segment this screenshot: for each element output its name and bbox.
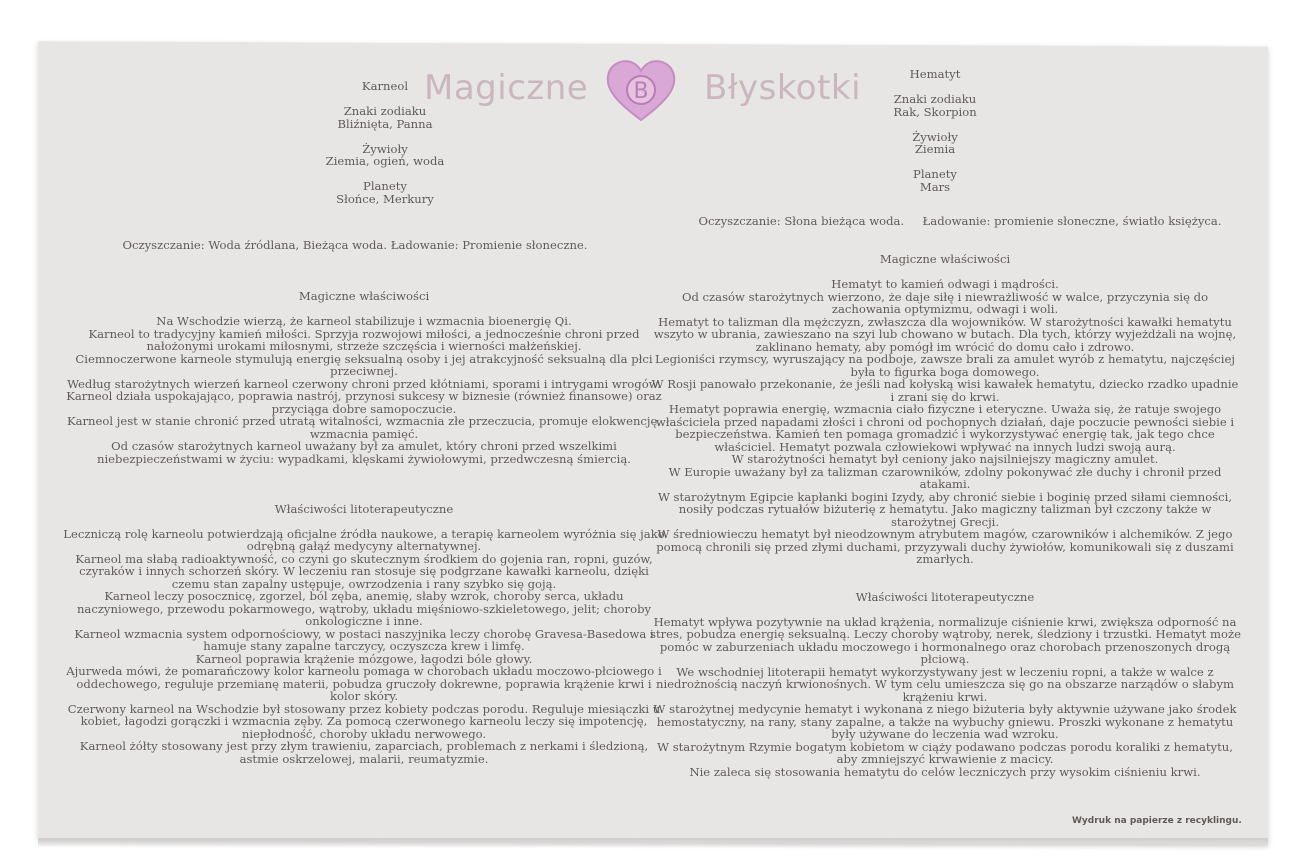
left-litho-paragraphs	[48, 528, 680, 766]
text-line: Karneol leczy posocznicę, zgorzel, ból zęba, anemię, słaby wzrok, choroby serca, układu	[104, 589, 624, 603]
left-cleansing-line: Oczyszczanie: Woda źródlana, Bieżąca woda. Ładowanie: Promienie słoneczne.	[122, 238, 588, 252]
text-line: odrębną gałąź medycyny alternatywnej.	[246, 539, 482, 553]
text-line: niedrożnością naczyń krwionośnych. W tym celu umieszcza się go na obszarze narządów o słabym	[655, 677, 1234, 691]
text-line: właściciel. Hematyt pozwala człowiekowi wpływać na innych ludzi swoją aurą.	[714, 439, 1176, 454]
left-magic-paragraphs	[48, 315, 680, 465]
text-line: kolor skóry.	[329, 689, 399, 703]
right-planets-label: Planety	[913, 167, 957, 181]
text-line: Karneol ma słabą radioaktywność, co czyni go skutecznym środkiem do gojenia ran, ropni, guzów,	[75, 551, 653, 566]
text-line: Ciemnoczerwone karneole stymulują energię seksualną osoby i jej atrakcyjność seksualną dla płci	[75, 351, 653, 366]
text-line: astmie oskrzelowej, malarii, reumatyzmie.	[239, 751, 489, 766]
text-line: oddechowego, reguluje przemianę materii, pobudza gruczoły dokrewne, poprawia krążenie krwi i	[76, 676, 652, 691]
right-zodiac-label: Znaki zodiaku	[893, 92, 977, 106]
left-magic-heading: Magiczne właściwości	[298, 289, 430, 303]
text-line: W Rosji panowało przekonanie, że jeśli nad kołyską wisi kawałek hematytu, dziecko rzadko upadnie	[651, 377, 1239, 391]
text-line: Karneol poprawia krążenie mózgowe, łagodzi bóle głowy.	[195, 651, 533, 666]
right-elements-label: Żywioły	[912, 129, 958, 144]
text-line: Karneol to tradycyjny kamień miłości. Sprzyja rozwojowi miłości, a jednocześnie chroni przed	[88, 326, 640, 341]
brand-logo	[424, 58, 884, 128]
left-zodiac-label: Znaki zodiaku	[343, 104, 427, 118]
text-line: Czerwony karneol na Wschodzie był stosowany przez kobiety podczas porodu. Reguluje miesiączki u	[67, 701, 661, 716]
text-line: Karneol żółty stosowany jest przy złym trawieniu, zaparciach, problemach z nerkami i śledzioną,	[79, 739, 649, 753]
text-line: wszyto w ubrania, zawieszano na szyi lub chowano w butach. Dla tych, którzy wyjeżdżali na wojnę,	[653, 327, 1237, 341]
text-line: kobiet, łagodzi gorączki i wzmacnia zęby. Za pomocą czerwonego karneolu leczy się impotencję,	[80, 714, 648, 728]
text-line: hemostatyczny, na rany, stany zapalne, a także na wybuchy gniewu. Proszki wykonane z hematytu	[656, 714, 1234, 729]
text-line: W starożytnej medycynie hematyt i wykonana z niego biżuteria były aktywnie używane jako środek	[653, 702, 1237, 716]
right-main-text	[650, 253, 1240, 778]
right-zodiac-value: Rak, Skorpion	[893, 104, 977, 119]
text-line: pomocą chronili się przed złymi duchami, przyzywali duchy żywiołów, komunikowali się z duszami	[656, 539, 1234, 554]
text-line: była to figurka boga domowego.	[850, 364, 1040, 379]
left-main-text	[48, 290, 680, 765]
brand-word-right: Błyskotki	[704, 68, 862, 108]
left-stone-info	[300, 80, 470, 205]
text-line: i zrani się do krwi.	[890, 389, 1000, 404]
left-planets-value: Słońce, Merkury	[336, 191, 434, 206]
text-line: atakami.	[919, 477, 971, 491]
text-line: Hematyt wpływa pozytywnie na układ krążenia, normalizuje ciśnienie krwi, zwiększa odporność na	[653, 614, 1237, 629]
brand-word-left: Magiczne	[424, 68, 589, 108]
text-line: czemu stan zapalny ustępuje, owrzodzenia i rany szybko się goją.	[171, 576, 557, 591]
text-line: Legioniści rzymscy, wyruszający na podboje, zawsze brali za amulet wyrób z hematytu, najczęściej	[655, 352, 1235, 366]
text-line: płciową.	[920, 652, 970, 666]
recycled-paper-note: Wydruk na papierze z recyklingu.	[1072, 816, 1242, 826]
text-line: przyciąga dobre samopoczucie.	[271, 401, 457, 416]
text-line: W starożytnym Rzymie bogatym kobietom w ciąży podawano podczas porodu koraliki z hematytu,	[657, 739, 1233, 754]
right-litho-heading: Właściwości litoterapeutyczne	[855, 589, 1035, 604]
right-cleansing-line: Oczyszczanie: Słona bieżąca woda. Ładowanie: promienie słoneczne, światło księżyca.	[698, 214, 1222, 228]
heart-letter: B	[633, 79, 649, 104]
text-line: Hematyt poprawia energię, wzmacnia ciało fizyczne i eteryczne. Uważa się, że ratuje swojego	[668, 402, 1222, 416]
text-line: aby zmniejszyć krwawienie z macicy.	[836, 752, 1054, 766]
text-line: hamuje stany zapalne tarczycy, oczyszcza krew i limfę.	[203, 639, 525, 653]
text-line: wzmacnia pamięć.	[309, 426, 419, 441]
text-line: naczyniowego, przewodu pokarmowego, wątroby, układu mięśniowo-szkieletowego, jelit; choroby	[76, 601, 652, 616]
left-zodiac-value: Bliźnięta, Panna	[337, 116, 433, 131]
text-line: starożytnej Grecji.	[890, 514, 1000, 529]
text-line: Leczniczą rolę karneolu potwierdzają oficjalne źródła naukowe, a terapię karneolem wyróżnia się jako	[63, 526, 665, 541]
text-line: przeciwnej.	[330, 364, 398, 378]
text-line: Nie zaleca się stosowania hematytu do celów leczniczych przy wysokim ciśnieniu krwi.	[689, 764, 1201, 779]
right-stone-info	[855, 68, 1015, 193]
text-line: Od czasów starożytnych wierzono, że daje siłę i niewrażliwość w walce, przyczynia się do	[681, 289, 1209, 304]
text-line: zmarłych.	[916, 552, 974, 566]
left-elements-label: Żywioły	[362, 141, 408, 156]
text-line: Karneol wzmacnia system odpornościowy, w postaci naszyjnika leczy chorobę Gravesa-Basedowa i	[74, 626, 654, 641]
right-elements-value: Ziemia	[914, 142, 956, 156]
text-line: pomóc w zaburzeniach układu moczowego i hormonalnego oraz chorobach przenoszonych drogą	[659, 639, 1231, 654]
text-line: bezpieczeństwa. Kamień ten pomaga gromadzić i wykorzystywać energię tak, jak tego chce	[675, 427, 1215, 441]
text-line: niepłodność, choroby układu nerwowego.	[241, 726, 487, 741]
text-line: niebezpieczeństwami w życiu: wypadkami, klęskami żywiołowymi, przedwczesną śmiercią.	[97, 451, 631, 466]
text-line: zachowania optymizmu, odwagi i woli.	[831, 302, 1059, 316]
text-line: Według starożytnych wierzeń karneol czerwony chroni przed kłótniami, sporami i intrygami wrogów.	[67, 376, 661, 391]
right-magic-paragraphs	[650, 278, 1240, 566]
text-line: nałożonymi urokami miłosnymi, strzeże szczęścia i wierności małżeńskiej.	[146, 339, 582, 353]
left-litho-heading: Właściwości litoterapeutyczne	[274, 501, 454, 516]
right-litho-paragraphs	[650, 616, 1240, 779]
text-line: We wschodniej litoterapii hematyt wykorzystywany jest w leczeniu ropni, a także w walce z	[676, 664, 1214, 679]
paper-shadow	[38, 838, 1268, 848]
text-line: zaklinano hematy, aby pomógł im wrócić do domu cało i zdrowo.	[755, 339, 1135, 354]
text-line: onkologiczne i inne.	[305, 614, 423, 628]
text-line: Od czasów starożytnych karneol uważany był za amulet, który chroni przed wszelkimi	[111, 439, 617, 453]
text-line: Karneol jest w stanie chronić przed utratą witalności, wzmacnia złe przeczucia, promuje elokwencję,	[66, 414, 662, 428]
right-magic-heading: Magiczne właściwości	[879, 252, 1011, 266]
left-elements-value: Ziemia, ogień, woda	[325, 154, 445, 168]
text-line: Na Wschodzie wierzą, że karneol stabilizuje i wzmacnia bioenergię Qi.	[156, 314, 572, 328]
text-line: W starożytności hematyt był ceniony jako najsilniejszy magiczny amulet.	[731, 452, 1159, 466]
text-line: Hematyt to kamień odwagi i mądrości.	[831, 277, 1059, 291]
text-line: nosiły podczas rytuałów biżuterię z hematytu. Jako magiczny talizman był czczony także w	[678, 502, 1212, 516]
text-line: W starożytnym Egipcie kapłanki bogini Izydy, aby chronić siebie i boginię przed siłami ciemności,	[657, 489, 1233, 504]
heart-logo-icon	[604, 58, 678, 124]
left-stone-name: Karneol	[361, 79, 409, 93]
text-line: stres, pobudza energię seksualną. Leczy choroby wątroby, nerek, śledziony i trzustki. Hematyt może	[650, 627, 1241, 641]
text-line: były używane do leczenia wad wzroku.	[831, 727, 1059, 741]
text-line: właściciela przed napadami złości i chroni od pochopnych działań, daje poczucie pewności siebie i	[655, 414, 1235, 429]
left-planets-label: Planety	[363, 179, 407, 193]
right-stone-name: Hematyt	[909, 67, 961, 81]
text-line: W Europie uważany był za talizman czarowników, zdolny pokonywać złe duchy i chronił przed	[668, 464, 1222, 479]
text-line: Karneol działa uspokajająco, poprawia nastrój, przynosi sukcesy w biznesie (również finansowe) oraz	[66, 389, 662, 403]
text-line: krążeniu krwi.	[902, 689, 988, 704]
text-line: czyraków i innych schorzeń skóry. W leczeniu ran stosuje się podgrzane kawałki karneolu, dzięki	[79, 564, 649, 578]
right-planets-value: Mars	[919, 179, 951, 194]
text-line: Ajurweda mówi, że pomarańczowy kolor karneolu pomaga w chorobach układu moczowo-płciowego i	[66, 664, 662, 678]
text-line: Hematyt to talizman dla mężczyzn, zwłaszcza dla wojowników. W starożytności kawałki hematytu	[658, 314, 1232, 329]
text-line: W średniowieczu hematyt był nieodzownym atrybutem magów, czarowników i alchemików. Z jego	[657, 527, 1233, 541]
